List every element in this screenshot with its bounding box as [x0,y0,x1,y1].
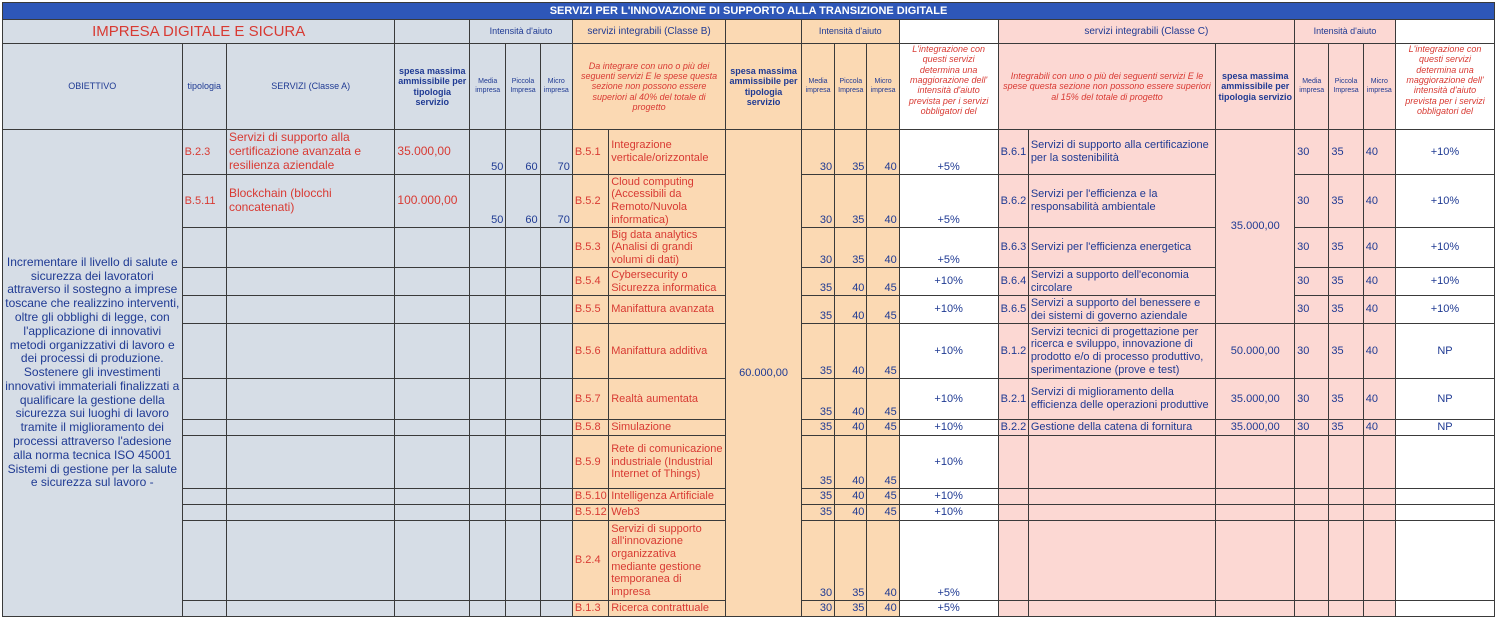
classe-b-micro: 45 [867,324,899,379]
classe-c-piccola: 35 [1329,228,1363,268]
classe-c-name: Servizi tecnici di progettazione per ricerca e sviluppo, innovazione di prodotto e/o di processo produttivo, sperimentazione (prove e test) [1028,324,1216,379]
table-banner: SERVIZI PER L'INNOVAZIONE DI SUPPORTO ALLA TRANSIZIONE DIGITALE [3,3,1495,20]
classe-b-micro: 45 [867,296,899,324]
classe-c-code: B.6.2 [998,175,1028,228]
classe-b-code: B.2.4 [572,521,608,601]
spesa-header-a: spesa massima ammissibile per tipologia servizio [395,44,470,130]
classe-b-piccola: 40 [835,505,867,521]
classe-b-code: B.5.5 [572,296,608,324]
classe-b-micro: 45 [867,436,899,489]
classe-c-code: B.6.1 [998,130,1028,175]
classe-c-piccola: 35 [1329,324,1363,379]
micro-header-b: Micro impresa [867,44,899,130]
classe-c-name: Servizi di supporto alla certificazione per la sostenibilità [1028,130,1216,175]
classe-b-media: 35 [801,268,834,296]
classe-a-micro: 70 [540,175,572,228]
tipologia-header: tipologia [182,44,226,130]
classe-a-name: Servizi di supporto alla certificazione avanzata e resilienza aziendale [226,130,394,175]
classe-c-code: B.6.4 [998,268,1028,296]
piccola-header-b: Piccola Impresa [835,44,867,130]
classe-c-spesa: 35.000,00 [1216,420,1295,436]
classe-c-media: 30 [1295,420,1329,436]
classe-c-name: Servizi di miglioramento della efficienza delle operazioni produttive [1028,379,1216,420]
classe-c-piccola: 35 [1329,296,1363,324]
classe-b-piccola: 35 [835,228,867,268]
classe-b-magg: +10% [899,268,998,296]
classe-b-code: B.5.6 [572,324,608,379]
obiettivo-header: OBIETTIVO [3,44,183,130]
classe-c-micro: 40 [1363,175,1395,228]
section-title: IMPRESA DIGITALE E SICURA [3,20,395,44]
classe-b-name: Cloud computing (Accessibili da Remoto/Nuvola informatica) [609,175,726,228]
classe-b-name: Big data analytics (Analisi di grandi volumi di dati) [609,228,726,268]
classe-b-code: B.5.10 [572,489,608,505]
classe-c-name: Servizi a supporto dell'economia circolare [1028,268,1216,296]
classe-c-spesa: 50.000,00 [1216,324,1295,379]
classe-b-name: Simulazione [609,420,726,436]
classe-b-piccola: 40 [835,296,867,324]
classe-c-micro: 40 [1363,130,1395,175]
classe-b-magg: +5% [899,175,998,228]
classe-b-piccola: 40 [835,379,867,420]
note-classe-b: Da integrare con uno o più dei seguenti servizi E le spese questa sezione non possono essere superiori al 40% del totale di progetto [572,44,725,130]
classe-c-code: B.1.2 [998,324,1028,379]
classe-c-micro: 40 [1363,324,1395,379]
classe-c-magg: +10% [1395,130,1494,175]
spesa-header-b: spesa massima ammissibile per tipologia servizio [726,44,802,130]
micro-header-a: Micro impresa [540,44,572,130]
classe-c-magg: NP [1395,379,1494,420]
classe-c-media: 30 [1295,268,1329,296]
classe-b-media: 35 [801,505,834,521]
classe-b-media: 35 [801,379,834,420]
classe-c-magg: +10% [1395,175,1494,228]
classe-b-spesa: 60.000,00 [726,130,802,617]
classe-c-media: 30 [1295,379,1329,420]
classe-a-media: 50 [470,130,506,175]
classe-a-media: 50 [470,175,506,228]
classe-a-code: B.5.11 [182,175,226,228]
classe-c-piccola: 35 [1329,130,1363,175]
classe-b-micro: 40 [867,601,899,617]
classe-b-media: 30 [801,521,834,601]
classe-b-name: Integrazione verticale/orizzontale [609,130,726,175]
classe-b-code: B.5.2 [572,175,608,228]
classe-b-magg: +10% [899,489,998,505]
classe-b-piccola: 40 [835,324,867,379]
classe-b-title: servizi integrabili (Classe B) [572,20,725,44]
classe-b-name: Manifattura additiva [609,324,726,379]
micro-header-c: Micro impresa [1363,44,1395,130]
classe-c-name: Servizi per l'efficienza e la responsabilità ambientale [1028,175,1216,228]
classe-b-name: Cybersecurity o Sicurezza informatica [609,268,726,296]
intensita-header-a: Intensità d'aiuto [470,20,573,44]
classe-a-code: B.2.3 [182,130,226,175]
classe-b-magg: +5% [899,601,998,617]
classe-b-magg: +10% [899,436,998,489]
classe-b-code: B.5.7 [572,379,608,420]
classe-b-media: 30 [801,130,834,175]
classe-b-piccola: 35 [835,601,867,617]
classe-c-name: Servizi a supporto del benessere e dei sistemi di governo aziendale [1028,296,1216,324]
media-header-c: Media impresa [1295,44,1329,130]
classe-b-magg: +5% [899,130,998,175]
classe-c-code: B.6.5 [998,296,1028,324]
classe-c-micro: 40 [1363,228,1395,268]
spesa-header-c: spesa massima ammissibile per tipologia servizio [1216,44,1295,130]
classe-b-micro: 40 [867,228,899,268]
classe-b-piccola: 40 [835,268,867,296]
classe-b-magg: +5% [899,228,998,268]
classe-c-micro: 40 [1363,296,1395,324]
classe-b-code: B.5.1 [572,130,608,175]
media-header-a: Media impresa [470,44,506,130]
classe-a-spesa: 100.000,00 [395,175,470,228]
classe-b-name: Web3 [609,505,726,521]
classe-b-code: B.5.9 [572,436,608,489]
maggiorazione-header-c: L'integrazione con questi servizi determina una maggiorazione dell' intensità d'aiuto prevista per i servizi obbligatori del [1395,44,1494,130]
classe-b-piccola: 40 [835,436,867,489]
classe-b-magg: +10% [899,324,998,379]
classe-b-piccola: 40 [835,489,867,505]
classe-c-spesa-shared: 35.000,00 [1216,130,1295,324]
piccola-header-c: Piccola Impresa [1329,44,1363,130]
media-header-b: Media impresa [801,44,834,130]
classe-b-media: 35 [801,420,834,436]
classe-c-magg: +10% [1395,228,1494,268]
classe-b-name: Ricerca contrattuale [609,601,726,617]
classe-b-magg: +10% [899,379,998,420]
classe-b-micro: 40 [867,521,899,601]
classe-b-name: Servizi di supporto all'innovazione organizzativa mediante gestione temporanea di impresa [609,521,726,601]
classe-b-name: Realtà aumentata [609,379,726,420]
classe-c-code: B.2.1 [998,379,1028,420]
classe-c-name: Gestione della catena di fornitura [1028,420,1216,436]
classe-c-piccola: 35 [1329,268,1363,296]
classe-c-media: 30 [1295,296,1329,324]
classe-c-micro: 40 [1363,379,1395,420]
classe-b-piccola: 35 [835,521,867,601]
classe-b-code: B.5.8 [572,420,608,436]
classe-b-name: Intelligenza Artificiale [609,489,726,505]
classe-b-micro: 40 [867,175,899,228]
classe-b-code: B.1.3 [572,601,608,617]
maggiorazione-header-b: L'integrazione con questi servizi determina una maggiorazione dell' intensità d'aiuto prevista per i servizi obbligatori del [899,44,998,130]
classe-c-media: 30 [1295,324,1329,379]
classe-b-micro: 45 [867,268,899,296]
classe-b-name: Manifattura avanzata [609,296,726,324]
objective-text: Incrementare il livello di salute e sicurezza dei lavoratori attraverso il sostegno a imprese toscane che realizzino interventi, oltre gli obblighi di legge, con l'applicazione di innovativi metodi organizzativi di lavoro e dei processi di produzione. Sostenere gli investimenti innovativi immateriali finalizzati a qualificare la gestione della sicurezza sui luoghi di lavoro tramite il miglioramento dei processi attraverso l'adesione alla norma tecnica ISO 45001 Sistemi di gestione per la salute e sicurezza sul lavoro - [3,130,183,617]
classe-a-piccola: 60 [506,130,540,175]
classe-a-piccola: 60 [506,175,540,228]
classe-b-magg: +10% [899,296,998,324]
classe-b-media: 35 [801,296,834,324]
intensita-header-b: Intensità d'aiuto [801,20,899,44]
classe-c-code: B.6.3 [998,228,1028,268]
classe-b-micro: 45 [867,379,899,420]
classe-b-piccola: 40 [835,420,867,436]
classe-b-magg: +5% [899,521,998,601]
classe-b-piccola: 35 [835,130,867,175]
classe-c-magg: +10% [1395,268,1494,296]
classe-c-name: Servizi per l'efficienza energetica [1028,228,1216,268]
classe-b-micro: 45 [867,489,899,505]
classe-a-micro: 70 [540,130,572,175]
services-table [2,2,1495,617]
classe-b-media: 35 [801,489,834,505]
classe-b-micro: 45 [867,505,899,521]
classe-b-media: 30 [801,175,834,228]
classe-c-piccola: 35 [1329,379,1363,420]
classe-c-piccola: 35 [1329,175,1363,228]
classe-b-name: Rete di comunicazione industriale (Industrial Internet of Things) [609,436,726,489]
classe-c-title: servizi integrabili (Classe C) [998,20,1295,44]
classe-a-spesa: 35.000,00 [395,130,470,175]
classe-b-micro: 45 [867,420,899,436]
classe-c-piccola: 35 [1329,420,1363,436]
classe-c-media: 30 [1295,228,1329,268]
classe-c-media: 30 [1295,130,1329,175]
note-classe-c: Integrabili con uno o più dei seguenti servizi E le spese questa sezione non possono essere superiori al 15% del totale di progetto [998,44,1216,130]
classe-c-spesa: 35.000,00 [1216,379,1295,420]
classe-c-magg: +10% [1395,296,1494,324]
classe-c-micro: 40 [1363,268,1395,296]
classe-b-media: 30 [801,228,834,268]
classe-a-name: Blockchain (blocchi concatenati) [226,175,394,228]
classe-c-magg: NP [1395,324,1494,379]
classe-c-micro: 40 [1363,420,1395,436]
piccola-header-a: Piccola Impresa [506,44,540,130]
servizi-a-header: SERVIZI (Classe A) [226,44,394,130]
classe-b-magg: +10% [899,420,998,436]
classe-b-code: B.5.3 [572,228,608,268]
classe-b-code: B.5.12 [572,505,608,521]
classe-b-media: 35 [801,324,834,379]
classe-b-micro: 40 [867,130,899,175]
classe-b-media: 35 [801,436,834,489]
classe-c-magg: NP [1395,420,1494,436]
classe-b-magg: +10% [899,505,998,521]
classe-b-code: B.5.4 [572,268,608,296]
classe-b-media: 30 [801,601,834,617]
classe-c-media: 30 [1295,175,1329,228]
classe-b-piccola: 35 [835,175,867,228]
intensita-header-c: Intensità d'aiuto [1295,20,1396,44]
classe-c-code: B.2.2 [998,420,1028,436]
